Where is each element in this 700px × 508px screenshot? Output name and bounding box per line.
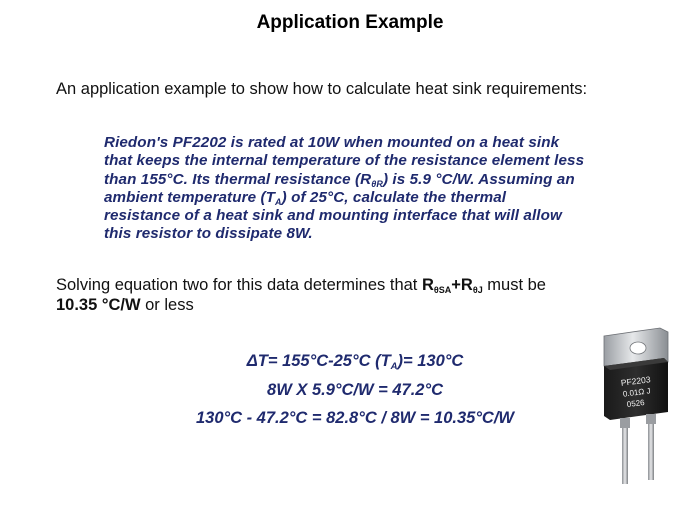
slide-title: Application Example (256, 12, 444, 33)
resistor-label-code: 0526 (626, 397, 646, 410)
intro-text: An application example to show how to calculate heat sink requirements: (56, 80, 588, 98)
solution-line (56, 275, 636, 295)
plus-sign: + (451, 276, 461, 294)
resistor-label-value: 0.01Ω J (622, 386, 652, 399)
problem-line: resistance of a heat sink and mounting interface that will allow (104, 207, 562, 225)
r-j-subscript: θJ (472, 285, 483, 295)
problem-text: ambient temperature (T (104, 188, 275, 206)
solution-text-part: must be (482, 276, 546, 294)
equation-subscript: A (390, 361, 398, 372)
ambient-subscript: A (274, 196, 282, 207)
r-symbol: R (460, 276, 473, 294)
resistor-image (590, 322, 680, 492)
solution-line (56, 295, 636, 315)
mounting-hole (630, 342, 646, 354)
problem-line: that keeps the internal temperature of the resistance element less (104, 152, 585, 170)
r-sa-subscript: θSA (433, 285, 452, 295)
problem-text: than 155°C. Its thermal resistance (R (104, 170, 372, 188)
problem-line: this resistor to dissipate 8W. (104, 225, 313, 243)
resistor-label-model: PF2203 (620, 374, 652, 388)
r-j-symbol (461, 276, 483, 294)
problem-line: Riedon's PF2202 is rated at 10W when mounted on a heat sink (104, 134, 560, 151)
thermal-resistance-subscript: θR (371, 178, 383, 189)
solution-text-part: or less (140, 296, 194, 314)
problem-statement (104, 134, 664, 244)
problem-text: ) of 25°C, calculate the thermal (281, 188, 507, 206)
solution-text-part: Solving equation two for this data determines that (56, 276, 422, 294)
problem-line (104, 171, 664, 189)
problem-text: ) is 5.9 °C/W. Assuming an (382, 170, 575, 188)
problem-line (104, 189, 664, 207)
result-value: 10.35 °C/W (56, 296, 141, 314)
solution-text (56, 275, 636, 315)
equation-part: ΔT= 155°C-25°C (T (246, 352, 391, 370)
r-sa-symbol (422, 276, 451, 294)
r-symbol: R (421, 276, 434, 294)
equation-power: 8W X 5.9°C/W = 47.2°C (267, 380, 443, 399)
equation-result: 130°C - 47.2°C = 82.8°C / 8W = 10.35°C/W (195, 409, 515, 427)
equation-part: )= 130°C (397, 352, 464, 370)
